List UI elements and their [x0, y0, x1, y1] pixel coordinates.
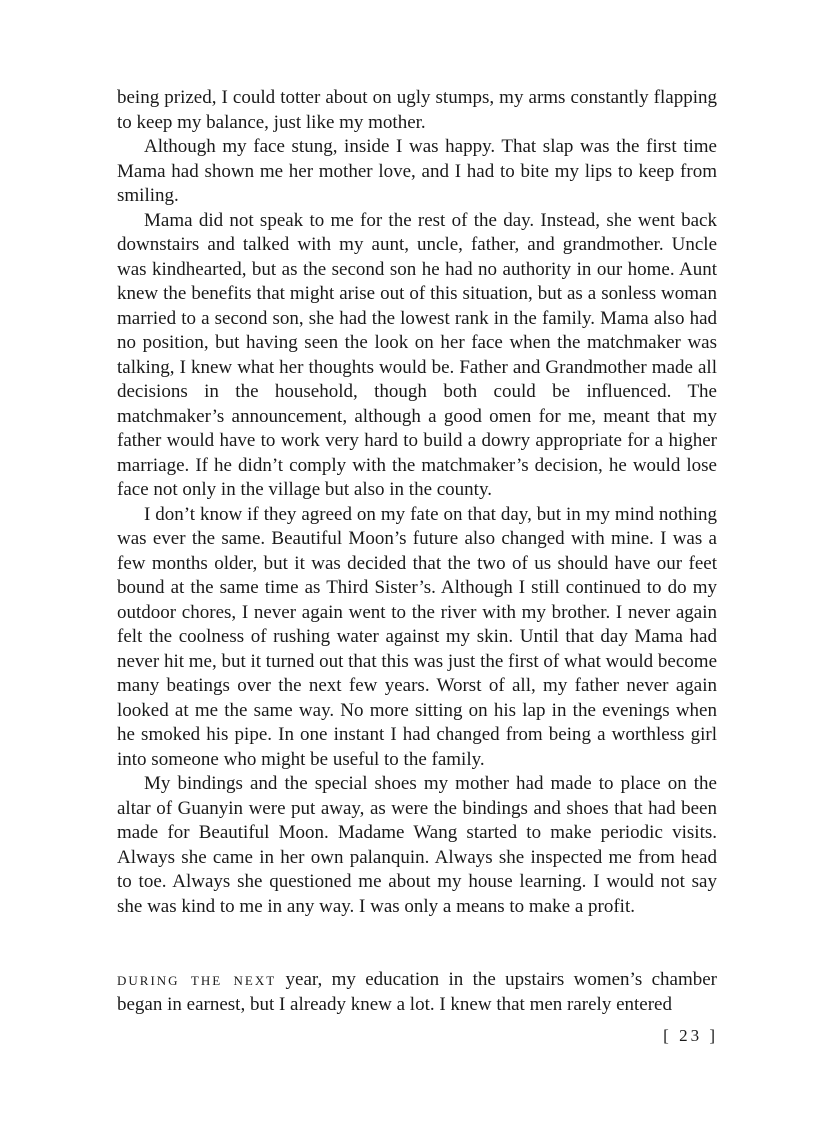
paragraph-continuation: being prized, I could totter about on ugly stumps, my arms constantly flapping to keep my balance, just like my mother.	[117, 87, 717, 133]
paragraph-new-section	[117, 968, 717, 1017]
section-break	[117, 919, 717, 968]
paragraph-family-discussion: Mama did not speak to me for the rest of the day. Instead, she went back downstairs and talked with my aunt, uncle, father, and grandmother. Uncle was kindhearted, but as the second son he had no authority in our home. Aunt knew the benefits that might arise out of this situation, but as a sonless woman married to a second son, she had the lowest rank in the family. Mama also had no position, but having seen the look on her face when the matchmaker was talking, I knew what her thoughts would be. Father and Grandmother made all decisions in the household, though both could be influenced. The matchmaker’s announcement, although a good omen for me, meant that my father would have to work very hard to build a dowry appropriate for a higher marriage. If he didn’t comply with the matchmaker’s decision, he would lose face not only in the village but also in the county.	[117, 209, 717, 500]
book-page-body	[117, 86, 717, 1017]
page-number: [ 23 ]	[663, 1026, 718, 1045]
section-text: year, my education in the upstairs women’s chamber began in earnest, but I already knew a lot. I knew that men rarely entered	[117, 969, 717, 1015]
section-lead-in: during the next	[117, 969, 277, 990]
paragraph-madame-wang: My bindings and the special shoes my mother had made to place on the altar of Guanyin were put away, as were the bindings and shoes that had been made for Beautiful Moon. Madame Wang started to make periodic visits. Always she came in her own palanquin. Always she inspected me from head to toe. Always she questioned me about my house learning. I would not say she was kind to me in any way. I was only a means to make a profit.	[117, 773, 717, 917]
paragraph-fate-decided: I don’t know if they agreed on my fate on that day, but in my mind nothing was ever the same. Beautiful Moon’s future also changed with mine. I was a few months older, but it was decided that the two of us should have our feet bound at the same time as Third Sister’s. Although I still continued to do my outdoor chores, I never again went to the river with my brother. I never again felt the coolness of rushing water against my skin. Until that day Mama had never hit me, but it turned out that this was just the first of what would become many beatings over the next few years. Worst of all, my father never again looked at me the same way. No more sitting on his lap in the evenings when he smoked his pipe. In one instant I had changed from being a worthless girl into someone who might be useful to the family.	[117, 503, 717, 770]
paragraph-face-stung: Although my face stung, inside I was happy. That slap was the first time Mama had shown me her mother love, and I had to bite my lips to keep from smiling.	[117, 136, 717, 206]
